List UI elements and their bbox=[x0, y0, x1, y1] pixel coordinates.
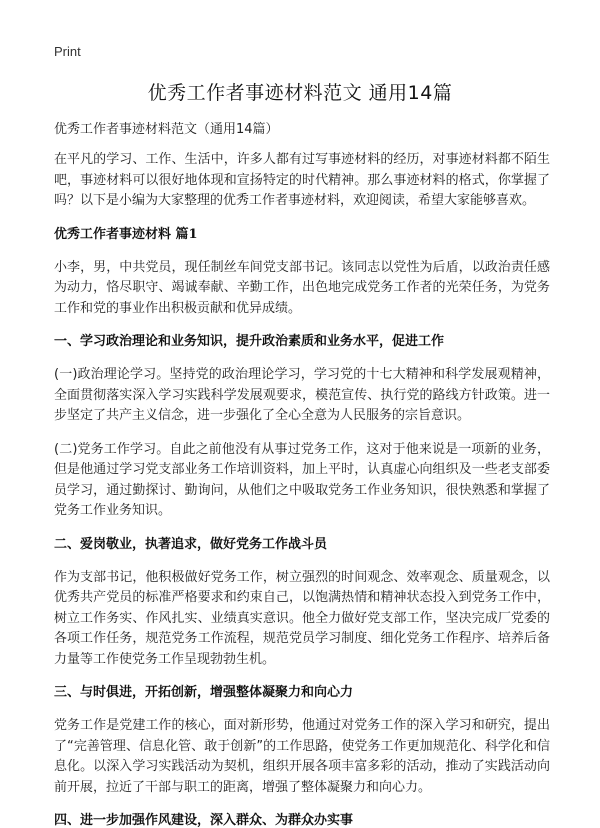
heading-3: 三、与时俱进，开拓创新，增强整体凝聚力和向心力 bbox=[54, 685, 354, 700]
document-body bbox=[54, 120, 550, 828]
section-intro-paragraph: 小李，男，中共党员，现任制丝车间党支部书记。该同志以党性为后盾，以政治责任感为动力，恪尽职守、竭诚奉献、辛勤工作，出色地完成党务工作者的光荣任务，为党务工作和党的事业作出积极贡献和优异成绩。 bbox=[54, 259, 550, 316]
heading-1: 一、学习政治理论和业务知识，提升政治素质和业务水平，促进工作 bbox=[54, 334, 445, 349]
paragraph-3: 党务工作是党建工作的核心，面对新形势，他通过对党务工作的深入学习和研究，提出了“完善管理、信息化管、敢于创新”的工作思路，使党务工作更加规范化、科学化和信息化。以深入学习实践活动为契机，组织开展各项丰富多彩的活动，推动了实践活动向前开展，拉近了干部与职工的距离，增强了整体凝聚力和向心力。 bbox=[54, 718, 550, 795]
document-title: 优秀工作者事迹材料范文 通用14篇 bbox=[147, 82, 453, 104]
heading-2: 二、爱岗敬业，执著追求，做好党务工作战斗员 bbox=[54, 536, 328, 552]
paragraph-2: 作为支部书记，他积极做好党务工作，树立强烈的时间观念、效率观念、质量观念，以优秀共产党员的标准严格要求和约束自己，以饱满热情和精神状态投入到党务工作中，树立工作务实、作风扎实、业绩真实意识。他全力做好党支部工作，坚决完成厂党委的各项工作任务，规范党务工作流程，规范党员学习制度、细化党务工作程序、培养后备力量等工作使党务工作呈现勃勃生机。 bbox=[54, 569, 550, 667]
intro-paragraph: 在平凡的学习、工作、生活中，许多人都有过写事迹材料的经历，对事迹材料都不陌生吧，事迹材料可以很好地体现和宣扬特定的时代精神。那么事迹材料的格式，你掌握了吗？以下是小编为大家整理的优秀工作者事迹材料，欢迎阅读，希望大家能够喜欢。 bbox=[54, 152, 550, 208]
print-label: Print bbox=[54, 44, 81, 59]
paragraph-1a: (一)政治理论学习。坚持党的政治理论学习，学习党的十七大精神和科学发展观精神，全面贯彻落实深入学习实践科学发展观要求，模范宣传、执行党的路线方针政策。进一步坚定了共产主义信念，进一步强化了全心全意为人民服务的宗旨意识。 bbox=[54, 367, 550, 423]
document-subtitle: 优秀工作者事迹材料范文（通用14篇） bbox=[54, 122, 279, 137]
section-title: 优秀工作者事迹材料 篇1 bbox=[54, 226, 198, 242]
heading-4: 四、进一步加强作风建设，深入群众、为群众办实事 bbox=[54, 813, 354, 828]
paragraph-1b: (二)党务工作学习。自此之前他没有从事过党务工作，这对于他来说是一项新的业务，但是他通过学习党支部业务工作培训资料，加上平时，认真虚心向组织及一些老支部委员学习，通过勤探讨、勤询问，从他们之中吸取党务工作业务知识，很快熟悉和掌握了党务工作业务知识。 bbox=[54, 441, 550, 518]
